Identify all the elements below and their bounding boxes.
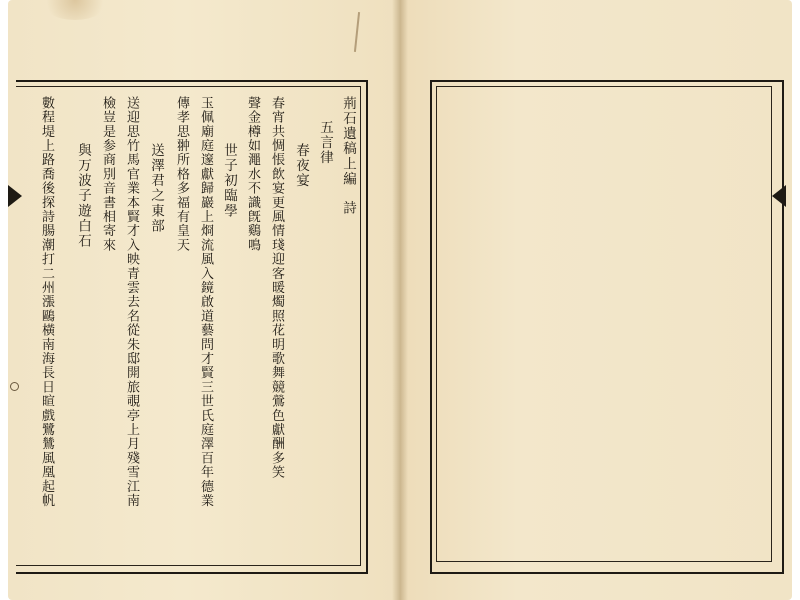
poem-line-3: 玉佩廟庭邃獻歸巖上烱流風入鏡啟道藝問才賢三世氏庭澤百年德業 [198,96,213,508]
book-title [338,96,358,216]
poem-line-4: 傳孝思翀所格多福有皇天 [174,96,189,253]
poem-title-2: 世子初臨學 [221,143,237,219]
poem-line-6: 檢豈是参商別音書相寄來 [100,96,115,253]
poem-line-7: 數程堤上路喬後探詩腸潮打二州漲鷗橫南海長日暄戲鷺鷥風凰起帆 [39,96,54,508]
poem-title-3: 送澤君之東部 [148,143,164,234]
poem-title-1: 春夜宴 [293,143,309,189]
fish-tail-mark-right [772,185,786,207]
fish-tail-mark-left [8,185,22,207]
poem-line-5: 送迎思竹馬官業本賢才入映青雲去名從朱邸開旅覗亭上月殘雪江南 [124,96,139,508]
section-heading: 五言律 [317,120,333,166]
book-gutter [392,0,408,600]
book-title-text: 荊石遺稿上編 [340,96,356,187]
poem-line-2: 聲金樽如澠水不識旣鷄鳴 [245,96,260,253]
poem-line-1: 春宵共惆悵飲宴更風情琖迎客暖燭照花明歌舞競鶯色獻酬多笑 [269,96,284,480]
poem-title-4: 與万波子遊白石 [75,143,91,249]
binding-hole [10,382,19,391]
right-blank-frame-inner [436,86,772,562]
genre-label: 詩 [340,200,356,216]
